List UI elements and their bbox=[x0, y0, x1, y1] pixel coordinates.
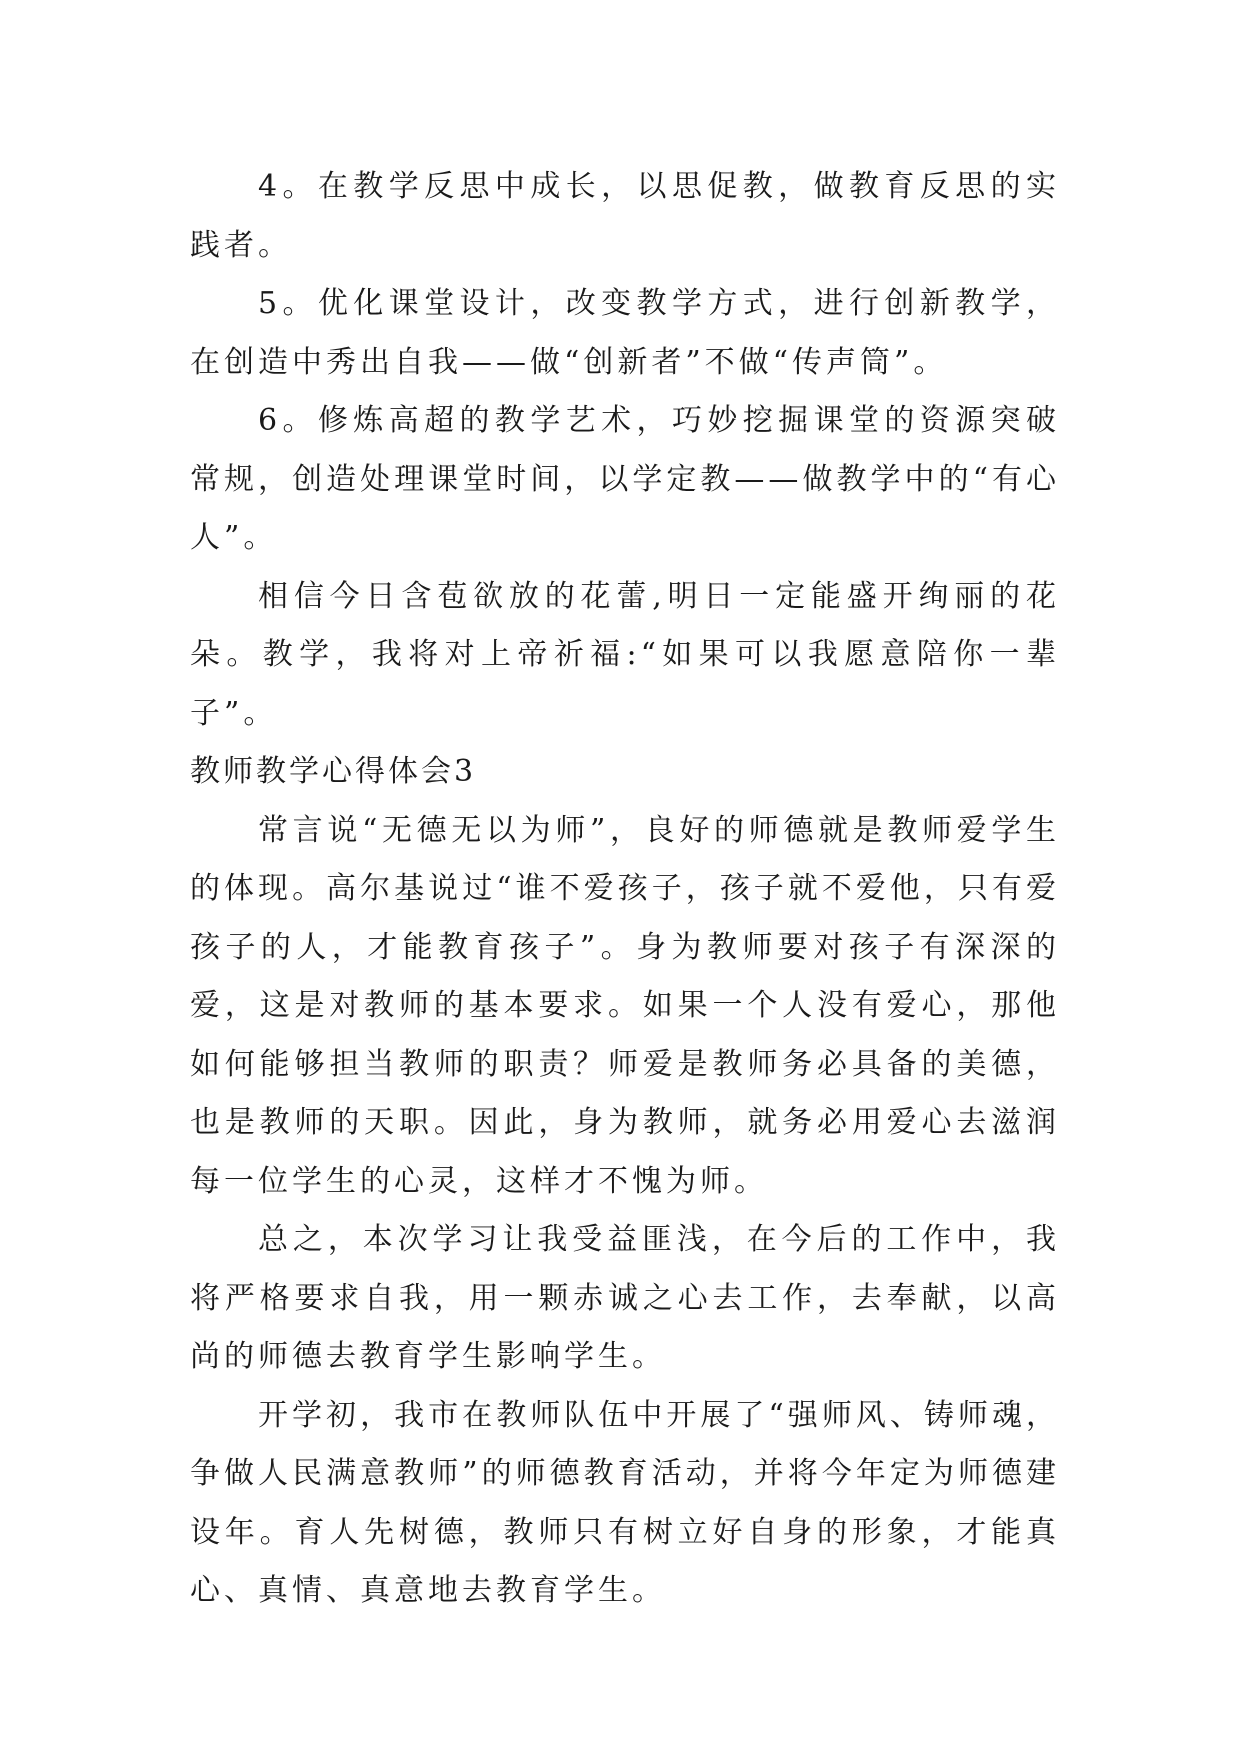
section-heading: 教师教学心得体会3 bbox=[190, 754, 477, 789]
paragraph-summary: 总之，本次学习让我受益匪浅，在今后的工作中，我将严格要求自我，用一颗赤诚之心去工作，去奉献，以高尚的师德去教育学生影响学生。 bbox=[190, 1222, 1060, 1374]
paragraph-item-4: 4。在教学反思中成长，以思促教，做教育反思的实践者。 bbox=[190, 169, 1060, 263]
paragraph-closing: 相信今日含苞欲放的花蕾,明日一定能盛开绚丽的花朵。教学，我将对上帝祈福:“如果可以我愿意陪你一辈子”。 bbox=[190, 578, 1060, 731]
paragraph-semester-start: 开学初，我市在教师队伍中开展了“强师风、铸师魂，争做人民满意教师”的师德教育活动，并将今年定为师德建设年。育人先树德，教师只有树立好自身的形象，才能真心、真情、真意地去教育学生。 bbox=[190, 1397, 1060, 1608]
paragraph-teacher-ethics: 常言说“无德无以为师”，良好的师德就是教师爱学生的体现。高尔基说过“谁不爱孩子，孩子就不爱他，只有爱孩子的人，才能教育孩子”。身为教师要对孩子有深深的爱，这是对教师的基本要求。如果一个人没有爱心，那他如何能够担当教师的职责？师爱是教师务必具备的美德，也是教师的天职。因此，身为教师，就务必用爱心去滋润每一位学生的心灵，这样才不愧为师。 bbox=[190, 812, 1060, 1199]
paragraph-item-5: 5。优化课堂设计，改变教学方式，进行创新教学，在创造中秀出自我——做“创新者”不做“传声筒”。 bbox=[190, 286, 1060, 380]
document-body bbox=[190, 158, 1060, 1621]
paragraph-item-6: 6。修炼高超的教学艺术，巧妙挖掘课堂的资源突破常规，创造处理课堂时间，以学定教——做教学中的“有心人”。 bbox=[190, 403, 1060, 555]
